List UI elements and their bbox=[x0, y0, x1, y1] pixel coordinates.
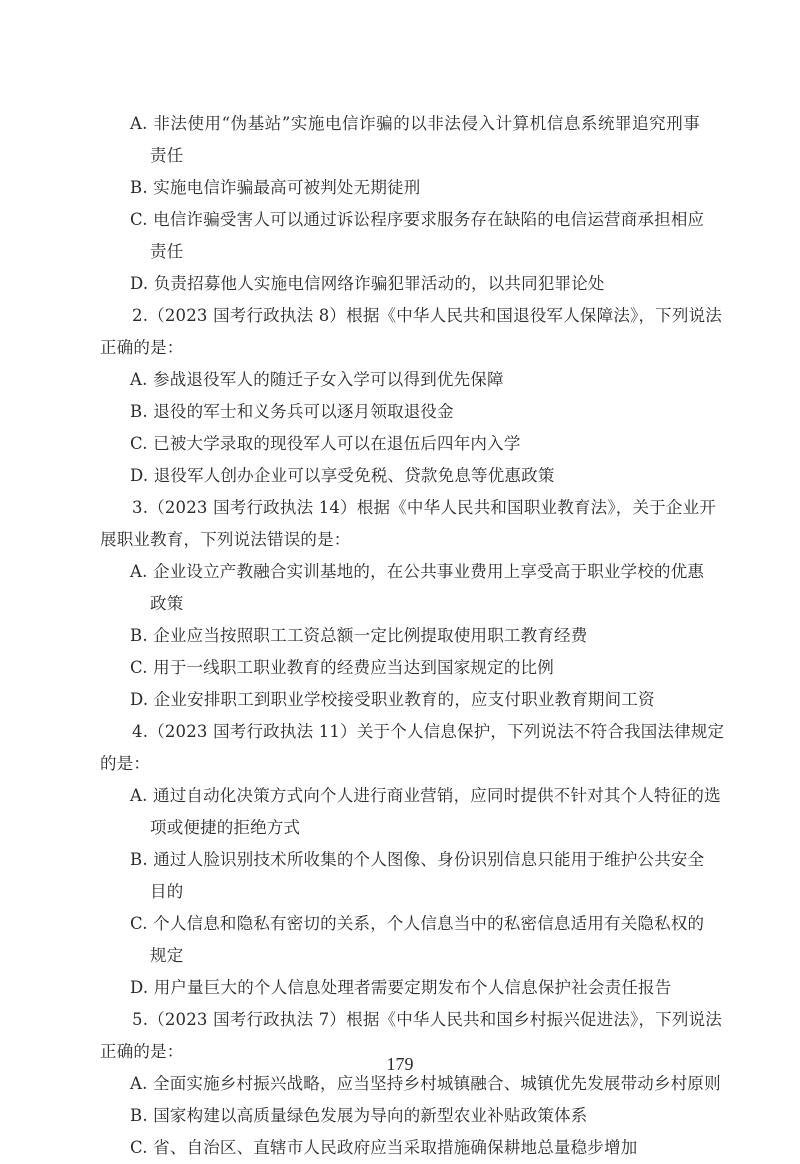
option-line: A. 企业设立产教融合实训基地的，在公共事业费用上享受高于职业学校的优惠 bbox=[130, 562, 705, 581]
option-line: D. 企业安排职工到职业学校接受职业教育的，应支付职业教育期间工资 bbox=[130, 690, 655, 709]
option-line: C. 用于一线职工职业教育的经费应当达到国家规定的比例 bbox=[130, 658, 554, 677]
continuation-line: 责任 bbox=[150, 146, 184, 165]
option-line: D. 负责招募他人实施电信网络诈骗犯罪活动的，以共同犯罪论处 bbox=[130, 274, 605, 293]
option-line: D. 用户量巨大的个人信息处理者需要定期发布个人信息保护社会责任报告 bbox=[130, 978, 672, 997]
question-stem-line: 3.（2023 国考行政执法 14）根据《中华人民共和国职业教育法》，关于企业开 bbox=[132, 498, 716, 517]
page-number: 179 bbox=[386, 1054, 414, 1074]
continuation-line: 正确的是： bbox=[100, 1042, 184, 1061]
continuation-line: 项或便捷的拒绝方式 bbox=[150, 818, 301, 837]
continuation-line: 目的 bbox=[150, 882, 184, 901]
option-line: C. 已被大学录取的现役军人可以在退伍后四年内入学 bbox=[130, 434, 521, 453]
continuation-line: 规定 bbox=[150, 946, 184, 965]
question-stem-line: 4.（2023 国考行政执法 11）关于个人信息保护，下列说法不符合我国法律规定 bbox=[132, 722, 725, 741]
continuation-line: 责任 bbox=[150, 242, 184, 261]
option-line: B. 退役的军士和义务兵可以逐月领取退役金 bbox=[130, 402, 454, 421]
text-body bbox=[100, 108, 725, 1164]
option-line: B. 国家构建以高质量绿色发展为导向的新型农业补贴政策体系 bbox=[130, 1106, 588, 1125]
option-line: B. 通过人脸识别技术所收集的个人图像、身份识别信息只能用于维护公共安全 bbox=[130, 850, 705, 869]
option-line: D. 退役军人创办企业可以享受免税、贷款免息等优惠政策 bbox=[130, 466, 555, 485]
option-line: B. 企业应当按照职工工资总额一定比例提取使用职工教育经费 bbox=[130, 626, 588, 645]
continuation-line: 的是： bbox=[100, 754, 151, 773]
option-line: B. 实施电信诈骗最高可被判处无期徒刑 bbox=[130, 178, 421, 197]
option-line: A. 全面实施乡村振兴战略，应当坚持乡村城镇融合、城镇优先发展带动乡村原则 bbox=[130, 1074, 721, 1093]
option-line: C. 电信诈骗受害人可以通过诉讼程序要求服务存在缺陷的电信运营商承担相应 bbox=[130, 210, 705, 229]
question-stem-line: 2.（2023 国考行政执法 8）根据《中华人民共和国退役军人保障法》，下列说法 bbox=[132, 306, 722, 325]
option-line: C. 省、自治区、直辖市人民政府应当采取措施确保耕地总量稳步增加 bbox=[130, 1138, 638, 1157]
continuation-line: 政策 bbox=[150, 594, 184, 613]
option-line: A. 参战退役军人的随迁子女入学可以得到优先保障 bbox=[130, 370, 504, 389]
continuation-line: 展职业教育，下列说法错误的是： bbox=[100, 530, 351, 549]
question-stem-line: 5.（2023 国考行政执法 7）根据《中华人民共和国乡村振兴促进法》，下列说法 bbox=[132, 1010, 722, 1029]
option-line: C. 个人信息和隐私有密切的关系，个人信息当中的私密信息适用有关隐私权的 bbox=[130, 914, 705, 933]
option-line: A. 通过自动化决策方式向个人进行商业营销，应同时提供不针对其个人特征的选 bbox=[130, 786, 721, 805]
continuation-line: 正确的是： bbox=[100, 338, 184, 357]
option-line: A. 非法使用“伪基站”实施电信诈骗的以非法侵入计算机信息系统罪追究刑事 bbox=[130, 114, 700, 133]
